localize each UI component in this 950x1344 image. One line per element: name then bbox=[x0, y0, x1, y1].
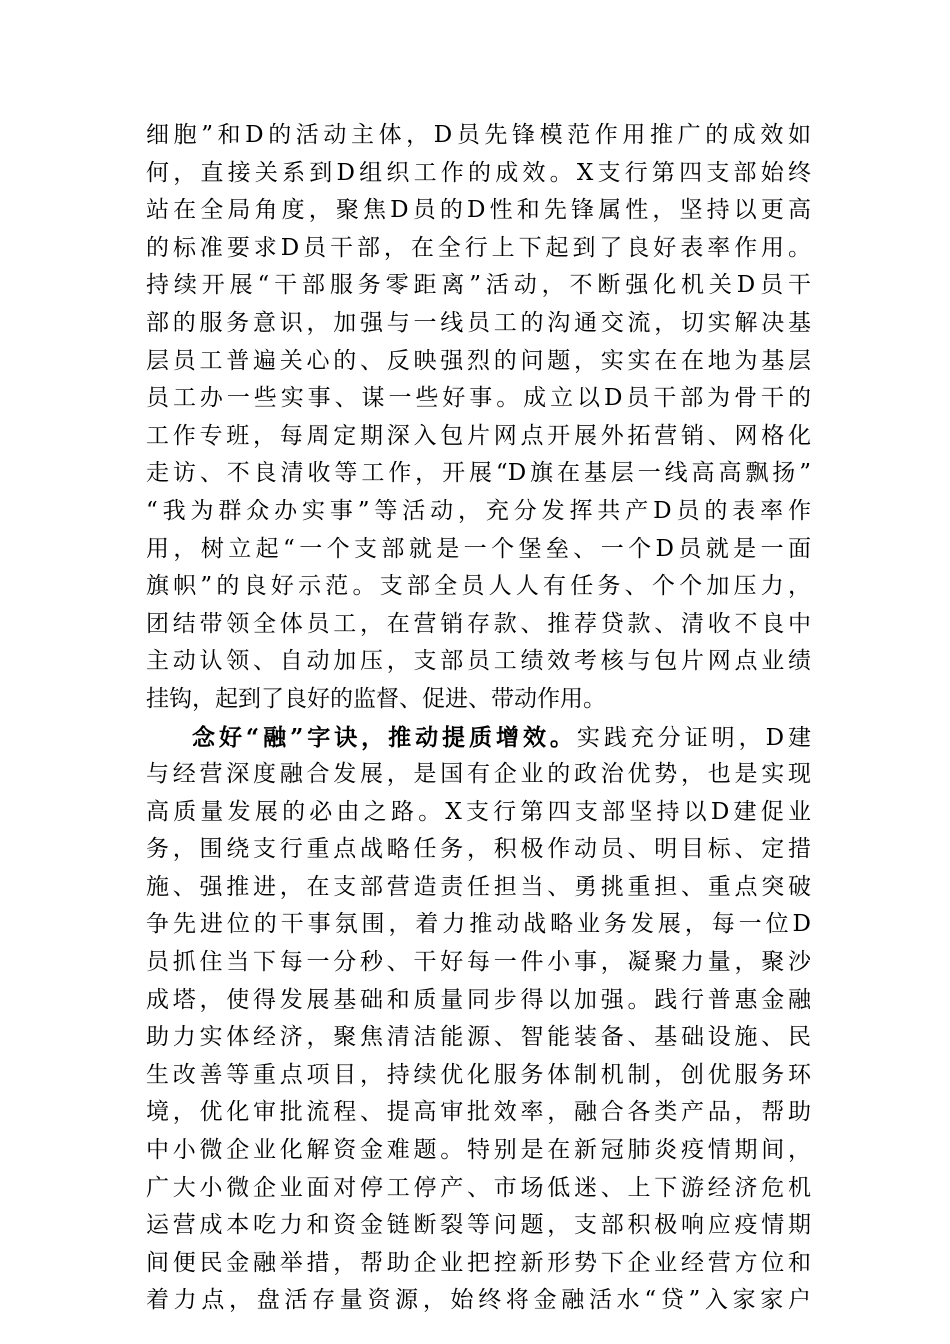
text-line: 着力点，盘活存量资源，始终将金融活水“贷”入家家户 bbox=[146, 1287, 811, 1314]
text-line: 用，树立起“一个支部就是一个堡垒、一个D员就是一面 bbox=[146, 535, 811, 562]
text-line: 站在全局角度，聚焦D员的D性和先锋属性，坚持以更高 bbox=[146, 197, 811, 224]
text-line: 与经营深度融合发展，是国有企业的政治优势，也是实现 bbox=[146, 761, 811, 788]
text-line: 员抓住当下每一分秒、干好每一件小事，凝聚力量，聚沙 bbox=[146, 949, 811, 976]
text-line: 生改善等重点项目，持续优化服务体制机制，创优服务环 bbox=[146, 1061, 811, 1088]
body-text bbox=[146, 117, 811, 1320]
text-line: 何，直接关系到D组织工作的成效。X支行第四支部始终 bbox=[146, 159, 811, 186]
text-line: 细胞”和D的活动主体，D员先锋模范作用推广的成效如 bbox=[146, 122, 811, 148]
text-line: 团结带领全体员工，在营销存款、推荐贷款、清收不良中 bbox=[146, 610, 811, 637]
paragraph-2-lead-text: 实践充分证明，D建 bbox=[576, 724, 811, 751]
text-line: 成塔，使得发展基础和质量同步得以加强。践行普惠金融 bbox=[146, 986, 811, 1013]
text-line: 中小微企业化解资金难题。特别是在新冠肺炎疫情期间， bbox=[146, 1137, 811, 1164]
text-line: 部的服务意识，加强与一线员工的沟通交流，切实解决基 bbox=[146, 309, 811, 336]
text-line: 高质量发展的必由之路。X支行第四支部坚持以D建促业 bbox=[146, 798, 811, 825]
text-line: 员工办一些实事、谋一些好事。成立以D员干部为骨干的 bbox=[146, 385, 811, 412]
text-line: 挂钩，起到了良好的监督、促进、带动作用。 bbox=[146, 685, 606, 712]
text-line: 助力实体经济，聚焦清洁能源、智能装备、基础设施、民 bbox=[146, 1024, 811, 1051]
text-line: 务，围绕支行重点战略任务，积极作动员、明目标、定措 bbox=[146, 836, 811, 863]
text-line: 的标准要求D员干部，在全行上下起到了良好表率作用。 bbox=[146, 234, 811, 261]
text-line: 争先进位的干事氛围，着力推动战略业务发展，每一位D bbox=[146, 911, 811, 938]
text-line: “我为群众办实事”等活动，充分发挥共产D员的表率作 bbox=[146, 497, 811, 524]
paragraph-1 bbox=[146, 117, 811, 719]
text-line: 广大小微企业面对停工停产、市场低迷、上下游经济危机 bbox=[146, 1174, 811, 1201]
text-line: 间便民金融举措，帮助企业把控新形势下企业经营方位和 bbox=[146, 1249, 811, 1276]
text-line: 工作专班，每周定期深入包片网点开展外拓营销、网格化 bbox=[146, 422, 811, 449]
paragraph-2-first-line bbox=[146, 719, 811, 757]
text-line: 持续开展“干部服务零距离”活动，不断强化机关D员干 bbox=[146, 272, 811, 299]
paragraph-2 bbox=[146, 719, 811, 1321]
text-line: 走访、不良清收等工作，开展“D旗在基层一线高高飘扬” bbox=[146, 460, 811, 487]
text-line: 主动认领、自动加压，支部员工绩效考核与包片网点业绩 bbox=[146, 648, 811, 675]
text-line: 运营成本吃力和资金链断裂等问题，支部积极响应疫情期 bbox=[146, 1212, 811, 1239]
text-line: 施、强推进，在支部营造责任担当、勇挑重担、重点突破 bbox=[146, 873, 811, 900]
text-line: 旗帜”的良好示范。支部全员人人有任务、个个加压力， bbox=[146, 573, 811, 600]
text-line: 境，优化审批流程、提高审批效率，融合各类产品，帮助 bbox=[146, 1099, 811, 1126]
text-line: 层员工普遍关心的、反映强烈的问题，实实在在地为基层 bbox=[146, 347, 811, 374]
section-heading: 念好“融”字诀，推动提质增效。 bbox=[192, 723, 577, 751]
